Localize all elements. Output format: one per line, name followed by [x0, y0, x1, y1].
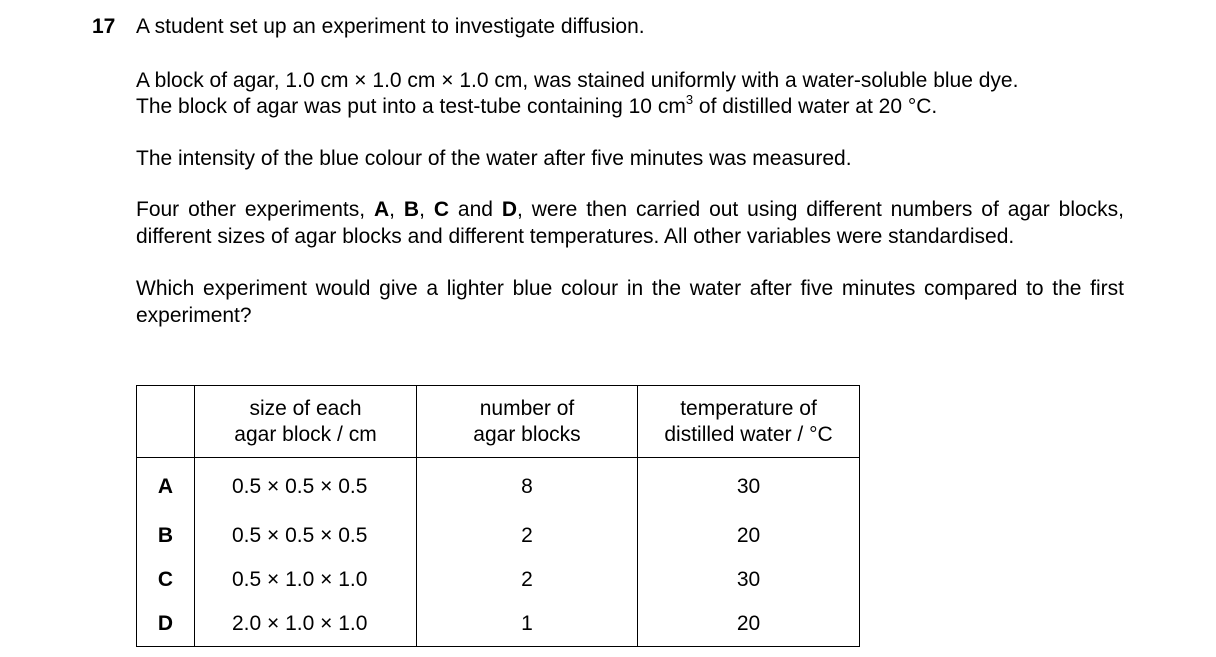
option-letter-d: D — [501, 198, 518, 221]
row-temperature: 30 — [638, 458, 860, 515]
setup-line-2-start: The block of agar was put into a test-tube containing 10 cm — [136, 95, 686, 118]
row-temperature: 30 — [638, 558, 860, 602]
question-prompt: Which experiment would give a lighter blue colour in the water after five minutes compared to the first experiment? — [136, 277, 1124, 327]
question-body — [136, 14, 1124, 329]
row-number: 2 — [417, 514, 638, 558]
other-experiments-paragraph — [136, 197, 1124, 250]
table-header-row — [137, 386, 860, 458]
row-number: 8 — [417, 458, 638, 515]
question-number: 17 — [92, 15, 116, 38]
table-row — [137, 558, 860, 602]
row-letter: A — [137, 458, 195, 515]
header-letter-cell — [137, 386, 195, 458]
row-temperature: 20 — [638, 602, 860, 647]
row-letter: D — [137, 602, 195, 647]
cubed-superscript: 3 — [685, 92, 694, 107]
option-letter-b: B — [403, 198, 420, 221]
question-intro: A student set up an experiment to investigate diffusion. — [136, 15, 645, 38]
row-temperature: 20 — [638, 514, 860, 558]
header-number: number of agar blocks — [417, 386, 638, 458]
header-temperature: temperature of distilled water / °C — [638, 386, 860, 458]
experiments-table — [136, 385, 860, 647]
option-letter-c: C — [433, 198, 449, 221]
option-letter-a: A — [373, 198, 390, 221]
row-size: 0.5 × 1.0 × 1.0 — [195, 558, 417, 602]
row-number: 2 — [417, 558, 638, 602]
table-row — [137, 458, 860, 515]
row-number: 1 — [417, 602, 638, 647]
setup-line-2-end: of distilled water at 20 °C. — [693, 95, 938, 118]
row-size: 0.5 × 0.5 × 0.5 — [195, 514, 417, 558]
header-size: size of each agar block / cm — [195, 386, 417, 458]
row-size: 2.0 × 1.0 × 1.0 — [195, 602, 417, 647]
row-size: 0.5 × 0.5 × 0.5 — [195, 458, 417, 515]
table-row — [137, 514, 860, 558]
measurement-paragraph: The intensity of the blue colour of the water after five minutes was measured. — [136, 146, 852, 170]
separator-2: , — [419, 198, 434, 221]
separator-1: , — [389, 198, 404, 221]
table-row — [137, 602, 860, 647]
other-experiments-end: , were then carried out using different numbers of agar blocks, different sizes of agar blocks and different temperatures. All other variables were standardised. — [136, 198, 1125, 248]
row-letter: B — [137, 514, 195, 558]
row-letter: C — [137, 558, 195, 602]
experiment-setup-paragraph — [136, 68, 1124, 121]
other-experiments-start: Four other experiments, — [136, 198, 374, 221]
separator-and: and — [449, 198, 502, 221]
setup-line-1: A block of agar, 1.0 cm × 1.0 cm × 1.0 cm, was stained uniformly with a water-soluble blue dye. — [136, 68, 1019, 92]
